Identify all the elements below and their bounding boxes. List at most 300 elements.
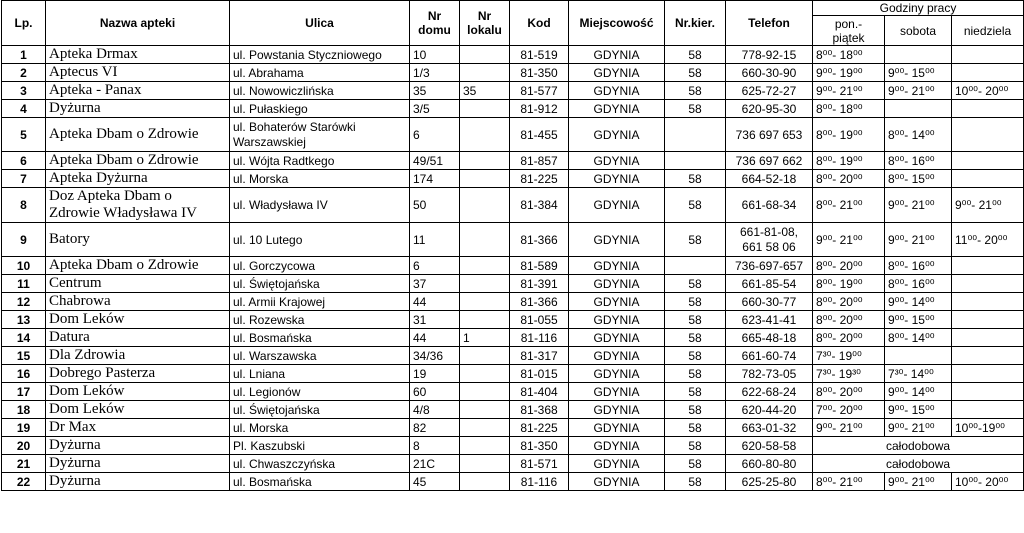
- area-code: 58: [665, 311, 726, 329]
- postal-code: 81-350: [510, 64, 569, 82]
- house-number: 82: [410, 419, 460, 437]
- table-row: [2, 170, 1024, 188]
- hours-saturday: 9⁰⁰- 15⁰⁰: [885, 401, 952, 419]
- postal-code: 81-116: [510, 473, 569, 491]
- house-number: 11: [410, 223, 460, 257]
- pharmacy-name: Datura: [46, 329, 230, 347]
- postal-code: 81-455: [510, 118, 569, 152]
- city: GDYNIA: [569, 365, 665, 383]
- house-number: 6: [410, 257, 460, 275]
- postal-code: 81-225: [510, 419, 569, 437]
- pharmacy-number: 9: [2, 223, 46, 257]
- postal-code: 81-589: [510, 257, 569, 275]
- hours-full: całodobowa: [813, 455, 1024, 473]
- header-weekday-line1: pon.-: [834, 16, 863, 31]
- table-row: [2, 365, 1024, 383]
- local-number: [460, 347, 510, 365]
- area-code: [665, 118, 726, 152]
- table-row: [2, 293, 1024, 311]
- pharmacy-name: Apteka Dyżurna: [46, 170, 230, 188]
- table-row: [2, 100, 1024, 118]
- pharmacy-name: Dom Leków: [46, 311, 230, 329]
- street: ul. Armii Krajowej: [230, 293, 410, 311]
- pharmacy-number: 14: [2, 329, 46, 347]
- pharmacy-number: 15: [2, 347, 46, 365]
- postal-code: 81-116: [510, 329, 569, 347]
- hours-saturday: 8⁰⁰- 15⁰⁰: [885, 170, 952, 188]
- hours-weekday: 8⁰⁰- 18⁰⁰: [813, 100, 885, 118]
- hours-sunday: [952, 118, 1024, 152]
- hours-weekday: 9⁰⁰- 19⁰⁰: [813, 64, 885, 82]
- table-row: [2, 473, 1024, 491]
- local-number: [460, 64, 510, 82]
- table-row: [2, 401, 1024, 419]
- pharmacy-number: 12: [2, 293, 46, 311]
- house-number: 60: [410, 383, 460, 401]
- hours-sunday: 11⁰⁰- 20⁰⁰: [952, 223, 1024, 257]
- hours-saturday: [885, 46, 952, 64]
- hours-sunday: [952, 383, 1024, 401]
- phone: 660-30-90: [726, 64, 813, 82]
- hours-weekday: 7³⁰- 19⁰⁰: [813, 347, 885, 365]
- hours-weekday: 8⁰⁰- 20⁰⁰: [813, 257, 885, 275]
- area-code: 58: [665, 401, 726, 419]
- hours-saturday: 9⁰⁰- 21⁰⁰: [885, 223, 952, 257]
- hours-weekday: 8⁰⁰- 20⁰⁰: [813, 293, 885, 311]
- street: ul. Bohaterów Starówki Warszawskiej: [230, 118, 410, 152]
- phone: 625-25-80: [726, 473, 813, 491]
- pharmacy-name: Apteka - Panax: [46, 82, 230, 100]
- header-sunday: niedziela: [952, 16, 1024, 46]
- hours-weekday: 9⁰⁰- 21⁰⁰: [813, 419, 885, 437]
- pharmacy-number: 16: [2, 365, 46, 383]
- local-number: [460, 257, 510, 275]
- pharmacy-name: Dyżurna: [46, 473, 230, 491]
- table-row: [2, 419, 1024, 437]
- pharmacy-number: 2: [2, 64, 46, 82]
- house-number: 3/5: [410, 100, 460, 118]
- local-number: [460, 311, 510, 329]
- hours-saturday: [885, 347, 952, 365]
- local-number: [460, 419, 510, 437]
- street: ul. Abrahama: [230, 64, 410, 82]
- local-number: [460, 223, 510, 257]
- city: GDYNIA: [569, 437, 665, 455]
- phone: 778-92-15: [726, 46, 813, 64]
- pharmacy-number: 7: [2, 170, 46, 188]
- header-house: [410, 1, 460, 46]
- hours-weekday: 7⁰⁰- 20⁰⁰: [813, 401, 885, 419]
- house-number: 37: [410, 275, 460, 293]
- local-number: [460, 275, 510, 293]
- postal-code: 81-317: [510, 347, 569, 365]
- hours-weekday: 8⁰⁰- 19⁰⁰: [813, 118, 885, 152]
- area-code: 58: [665, 100, 726, 118]
- city: GDYNIA: [569, 188, 665, 223]
- area-code: 58: [665, 223, 726, 257]
- hours-sunday: [952, 257, 1024, 275]
- pharmacy-number: 21: [2, 455, 46, 473]
- pharmacy-name: Apteka Drmax: [46, 46, 230, 64]
- table-row: [2, 257, 1024, 275]
- street: ul. Wójta Radtkego: [230, 152, 410, 170]
- city: GDYNIA: [569, 257, 665, 275]
- city: GDYNIA: [569, 46, 665, 64]
- hours-sunday: [952, 170, 1024, 188]
- local-number: 1: [460, 329, 510, 347]
- hours-sunday: [952, 100, 1024, 118]
- pharmacy-name: Dyżurna: [46, 455, 230, 473]
- area-code: 58: [665, 383, 726, 401]
- street: ul. Warszawska: [230, 347, 410, 365]
- pharmacy-name: Batory: [46, 223, 230, 257]
- header-phone: Telefon: [726, 1, 813, 46]
- hours-saturday: 9⁰⁰- 21⁰⁰: [885, 188, 952, 223]
- hours-sunday: [952, 275, 1024, 293]
- header-street: Ulica: [230, 1, 410, 46]
- area-code: 58: [665, 419, 726, 437]
- table-row: [2, 46, 1024, 64]
- hours-sunday: [952, 46, 1024, 64]
- pharmacy-number: 19: [2, 419, 46, 437]
- local-number: 35: [460, 82, 510, 100]
- street: ul. Lniana: [230, 365, 410, 383]
- city: GDYNIA: [569, 275, 665, 293]
- city: GDYNIA: [569, 347, 665, 365]
- city: GDYNIA: [569, 455, 665, 473]
- postal-code: 81-404: [510, 383, 569, 401]
- city: GDYNIA: [569, 293, 665, 311]
- hours-weekday: 8⁰⁰- 20⁰⁰: [813, 170, 885, 188]
- area-code: 58: [665, 455, 726, 473]
- pharmacy-number: 20: [2, 437, 46, 455]
- header-name: Nazwa apteki: [46, 1, 230, 46]
- hours-weekday: 9⁰⁰- 21⁰⁰: [813, 82, 885, 100]
- street: ul. Bosmańska: [230, 473, 410, 491]
- hours-weekday: 8⁰⁰- 19⁰⁰: [813, 152, 885, 170]
- hours-saturday: 8⁰⁰- 16⁰⁰: [885, 152, 952, 170]
- pharmacy-number: 17: [2, 383, 46, 401]
- city: GDYNIA: [569, 401, 665, 419]
- local-number: [460, 188, 510, 223]
- city: GDYNIA: [569, 473, 665, 491]
- pharmacy-name: Apteka Dbam o Zdrowie: [46, 118, 230, 152]
- pharmacy-name: Dr Max: [46, 419, 230, 437]
- postal-code: 81-368: [510, 401, 569, 419]
- header-house-line2: domu: [418, 23, 451, 37]
- hours-sunday: 10⁰⁰- 20⁰⁰: [952, 82, 1024, 100]
- pharmacy-name: Doz Apteka Dbam o Zdrowie Władysława IV: [46, 188, 230, 223]
- pharmacy-table: [1, 0, 1024, 491]
- header-lp: Lp.: [2, 1, 46, 46]
- pharmacy-name: Dobrego Pasterza: [46, 365, 230, 383]
- pharmacy-number: 13: [2, 311, 46, 329]
- city: GDYNIA: [569, 100, 665, 118]
- city: GDYNIA: [569, 82, 665, 100]
- pharmacy-name: Dyżurna: [46, 100, 230, 118]
- local-number: [460, 365, 510, 383]
- pharmacy-number: 8: [2, 188, 46, 223]
- table-row: [2, 311, 1024, 329]
- phone: 664-52-18: [726, 170, 813, 188]
- pharmacy-number: 22: [2, 473, 46, 491]
- city: GDYNIA: [569, 311, 665, 329]
- hours-saturday: 9⁰⁰- 15⁰⁰: [885, 64, 952, 82]
- hours-weekday: 8⁰⁰- 20⁰⁰: [813, 329, 885, 347]
- house-number: 44: [410, 329, 460, 347]
- hours-saturday: 9⁰⁰- 14⁰⁰: [885, 293, 952, 311]
- table-row: [2, 152, 1024, 170]
- postal-code: 81-384: [510, 188, 569, 223]
- table-row: [2, 329, 1024, 347]
- hours-weekday: 7³⁰- 19³⁰: [813, 365, 885, 383]
- pharmacy-number: 5: [2, 118, 46, 152]
- house-number: 8: [410, 437, 460, 455]
- phone: 623-41-41: [726, 311, 813, 329]
- local-number: [460, 401, 510, 419]
- hours-sunday: [952, 365, 1024, 383]
- pharmacy-number: 4: [2, 100, 46, 118]
- table-row: [2, 82, 1024, 100]
- area-code: 58: [665, 365, 726, 383]
- pharmacy-number: 18: [2, 401, 46, 419]
- postal-code: 81-350: [510, 437, 569, 455]
- postal-code: 81-571: [510, 455, 569, 473]
- hours-saturday: [885, 100, 952, 118]
- postal-code: 81-366: [510, 293, 569, 311]
- house-number: 4/8: [410, 401, 460, 419]
- phone: 782-73-05: [726, 365, 813, 383]
- local-number: [460, 293, 510, 311]
- hours-sunday: 10⁰⁰- 20⁰⁰: [952, 473, 1024, 491]
- header-local-line1: Nr: [477, 9, 492, 23]
- area-code: [665, 152, 726, 170]
- house-number: 174: [410, 170, 460, 188]
- area-code: 58: [665, 347, 726, 365]
- area-code: 58: [665, 188, 726, 223]
- pharmacy-number: 11: [2, 275, 46, 293]
- hours-weekday: 9⁰⁰- 21⁰⁰: [813, 223, 885, 257]
- hours-saturday: 8⁰⁰- 16⁰⁰: [885, 275, 952, 293]
- hours-sunday: [952, 64, 1024, 82]
- street: ul. Gorczycowa: [230, 257, 410, 275]
- phone: 661-81-08, 661 58 06: [726, 223, 813, 257]
- area-code: [665, 257, 726, 275]
- house-number: 34/36: [410, 347, 460, 365]
- pharmacy-number: 10: [2, 257, 46, 275]
- postal-code: 81-577: [510, 82, 569, 100]
- header-area: Nr.kier.: [665, 1, 726, 46]
- area-code: 58: [665, 329, 726, 347]
- pharmacy-name: Dla Zdrowia: [46, 347, 230, 365]
- hours-weekday: 8⁰⁰- 21⁰⁰: [813, 188, 885, 223]
- local-number: [460, 118, 510, 152]
- table-row: [2, 275, 1024, 293]
- street: ul. Morska: [230, 419, 410, 437]
- postal-code: 81-391: [510, 275, 569, 293]
- pharmacy-number: 3: [2, 82, 46, 100]
- postal-code: 81-519: [510, 46, 569, 64]
- postal-code: 81-366: [510, 223, 569, 257]
- house-number: 31: [410, 311, 460, 329]
- header-local: [460, 1, 510, 46]
- hours-saturday: 8⁰⁰- 14⁰⁰: [885, 329, 952, 347]
- postal-code: 81-055: [510, 311, 569, 329]
- area-code: 58: [665, 473, 726, 491]
- street: ul. Nowowiczlińska: [230, 82, 410, 100]
- hours-weekday: 8⁰⁰- 20⁰⁰: [813, 383, 885, 401]
- street: ul. Morska: [230, 170, 410, 188]
- header-hours: Godziny pracy: [813, 1, 1024, 16]
- hours-sunday: [952, 347, 1024, 365]
- phone: 660-80-80: [726, 455, 813, 473]
- street: ul. Bosmańska: [230, 329, 410, 347]
- hours-saturday: 8⁰⁰- 14⁰⁰: [885, 118, 952, 152]
- street: ul. Władysława IV: [230, 188, 410, 223]
- area-code: 58: [665, 64, 726, 82]
- table-row: [2, 118, 1024, 152]
- area-code: 58: [665, 275, 726, 293]
- street: ul. Świętojańska: [230, 275, 410, 293]
- hours-saturday: 9⁰⁰- 15⁰⁰: [885, 311, 952, 329]
- hours-sunday: 9⁰⁰- 21⁰⁰: [952, 188, 1024, 223]
- hours-saturday: 9⁰⁰- 21⁰⁰: [885, 473, 952, 491]
- street: ul. Legionów: [230, 383, 410, 401]
- phone: 620-58-58: [726, 437, 813, 455]
- local-number: [460, 473, 510, 491]
- local-number: [460, 383, 510, 401]
- table-row: [2, 223, 1024, 257]
- area-code: 58: [665, 437, 726, 455]
- phone: 620-44-20: [726, 401, 813, 419]
- pharmacy-number: 1: [2, 46, 46, 64]
- phone: 736-697-657: [726, 257, 813, 275]
- pharmacy-name: Dom Leków: [46, 383, 230, 401]
- table-row: [2, 188, 1024, 223]
- header-city: Miejscowość: [569, 1, 665, 46]
- street: Pl. Kaszubski: [230, 437, 410, 455]
- header-code: Kod: [510, 1, 569, 46]
- street: ul. Chwaszczyńska: [230, 455, 410, 473]
- postal-code: 81-912: [510, 100, 569, 118]
- hours-sunday: [952, 329, 1024, 347]
- city: GDYNIA: [569, 64, 665, 82]
- hours-sunday: [952, 401, 1024, 419]
- postal-code: 81-857: [510, 152, 569, 170]
- table-body: [2, 46, 1024, 491]
- hours-sunday: [952, 152, 1024, 170]
- house-number: 19: [410, 365, 460, 383]
- pharmacy-name: Chabrowa: [46, 293, 230, 311]
- house-number: 44: [410, 293, 460, 311]
- table-row: [2, 455, 1024, 473]
- header-local-line2: lokalu: [467, 23, 502, 37]
- header-weekday-line2: piątek: [832, 30, 865, 45]
- phone: 736 697 653: [726, 118, 813, 152]
- area-code: 58: [665, 46, 726, 64]
- local-number: [460, 170, 510, 188]
- header-weekday: [813, 16, 885, 46]
- city: GDYNIA: [569, 170, 665, 188]
- pharmacy-name: Dom Leków: [46, 401, 230, 419]
- header-saturday: sobota: [885, 16, 952, 46]
- street: ul. Powstania Styczniowego: [230, 46, 410, 64]
- phone: 736 697 662: [726, 152, 813, 170]
- phone: 665-48-18: [726, 329, 813, 347]
- city: GDYNIA: [569, 223, 665, 257]
- phone: 661-85-54: [726, 275, 813, 293]
- local-number: [460, 100, 510, 118]
- table-row: [2, 383, 1024, 401]
- pharmacy-number: 6: [2, 152, 46, 170]
- hours-saturday: 9⁰⁰- 14⁰⁰: [885, 383, 952, 401]
- street: ul. Rozewska: [230, 311, 410, 329]
- pharmacy-name: Apteka Dbam o Zdrowie: [46, 257, 230, 275]
- local-number: [460, 46, 510, 64]
- pharmacy-name: Centrum: [46, 275, 230, 293]
- phone: 663-01-32: [726, 419, 813, 437]
- local-number: [460, 437, 510, 455]
- city: GDYNIA: [569, 152, 665, 170]
- city: GDYNIA: [569, 329, 665, 347]
- postal-code: 81-225: [510, 170, 569, 188]
- hours-weekday: 8⁰⁰- 18⁰⁰: [813, 46, 885, 64]
- area-code: 58: [665, 170, 726, 188]
- street: ul. Świętojańska: [230, 401, 410, 419]
- hours-weekday: 8⁰⁰- 20⁰⁰: [813, 311, 885, 329]
- house-number: 35: [410, 82, 460, 100]
- hours-sunday: 10⁰⁰-19⁰⁰: [952, 419, 1024, 437]
- area-code: 58: [665, 293, 726, 311]
- hours-saturday: 9⁰⁰- 21⁰⁰: [885, 419, 952, 437]
- phone: 661-60-74: [726, 347, 813, 365]
- hours-saturday: 9⁰⁰- 21⁰⁰: [885, 82, 952, 100]
- street: ul. Pułaskiego: [230, 100, 410, 118]
- phone: 661-68-34: [726, 188, 813, 223]
- city: GDYNIA: [569, 118, 665, 152]
- local-number: [460, 152, 510, 170]
- table-row: [2, 437, 1024, 455]
- table-row: [2, 64, 1024, 82]
- house-number: 10: [410, 46, 460, 64]
- hours-sunday: [952, 311, 1024, 329]
- local-number: [460, 455, 510, 473]
- table-header: [2, 1, 1024, 46]
- street: ul. 10 Lutego: [230, 223, 410, 257]
- hours-weekday: 8⁰⁰- 21⁰⁰: [813, 473, 885, 491]
- table-row: [2, 347, 1024, 365]
- hours-saturday: 7³⁰- 14⁰⁰: [885, 365, 952, 383]
- house-number: 49/51: [410, 152, 460, 170]
- hours-sunday: [952, 293, 1024, 311]
- hours-full: całodobowa: [813, 437, 1024, 455]
- header-house-line1: Nr: [427, 9, 442, 23]
- pharmacy-name: Dyżurna: [46, 437, 230, 455]
- house-number: 45: [410, 473, 460, 491]
- house-number: 50: [410, 188, 460, 223]
- phone: 625-72-27: [726, 82, 813, 100]
- phone: 660-30-77: [726, 293, 813, 311]
- hours-weekday: 8⁰⁰- 19⁰⁰: [813, 275, 885, 293]
- house-number: 1/3: [410, 64, 460, 82]
- house-number: 21C: [410, 455, 460, 473]
- city: GDYNIA: [569, 383, 665, 401]
- hours-saturday: 8⁰⁰- 16⁰⁰: [885, 257, 952, 275]
- pharmacy-name: Apteka Dbam o Zdrowie: [46, 152, 230, 170]
- pharmacy-name: Aptecus VI: [46, 64, 230, 82]
- house-number: 6: [410, 118, 460, 152]
- postal-code: 81-015: [510, 365, 569, 383]
